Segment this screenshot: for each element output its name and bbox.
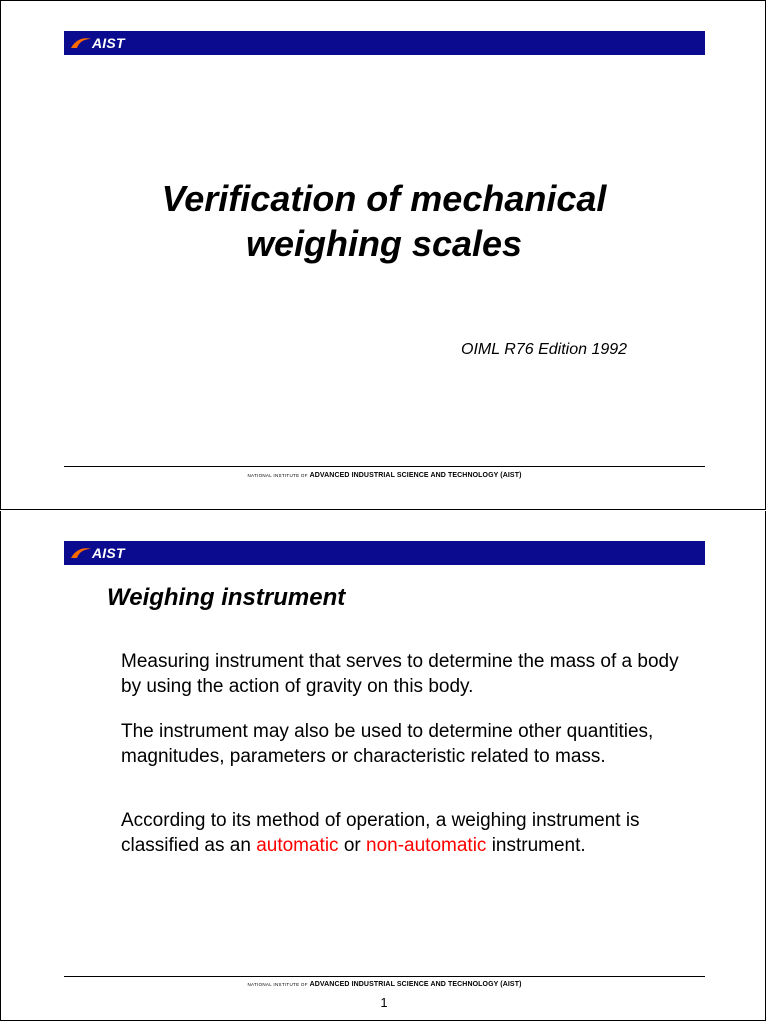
footer-main: ADVANCED INDUSTRIAL SCIENCE AND TECHNOLOGY (AIST) bbox=[309, 981, 522, 988]
slide-1 bbox=[0, 0, 766, 510]
swoosh-icon bbox=[70, 36, 92, 50]
page-number: 1 bbox=[380, 995, 388, 1010]
classification-text-start: According to its method of operation, a weighing instrument is classified as an bbox=[121, 810, 640, 856]
footer-text bbox=[64, 472, 705, 479]
footer-rule bbox=[64, 976, 705, 977]
term-non-automatic: non-automatic bbox=[366, 835, 487, 856]
classification-text-or: or bbox=[338, 835, 367, 856]
footer-prefix: NATIONAL INSTITUTE OF bbox=[247, 473, 308, 478]
footer-rule bbox=[64, 466, 705, 467]
aist-logo bbox=[70, 33, 125, 53]
footer-text bbox=[64, 981, 705, 988]
title-line-2: weighing scales bbox=[245, 223, 523, 264]
slide-2 bbox=[0, 511, 766, 1021]
title-line-1: Verification of mechanical bbox=[161, 178, 607, 219]
swoosh-icon bbox=[70, 546, 92, 560]
header-bar bbox=[64, 541, 705, 565]
footer-prefix: NATIONAL INSTITUTE OF bbox=[247, 982, 308, 987]
logo-text: AIST bbox=[92, 545, 125, 561]
classification-text-end: instrument. bbox=[486, 835, 586, 856]
paragraph-definition: Measuring instrument that serves to determine the mass of a body by using the action of gravity on this body. bbox=[121, 651, 679, 697]
term-automatic: automatic bbox=[256, 835, 339, 856]
slide-title bbox=[1, 176, 767, 266]
footer-main: ADVANCED INDUSTRIAL SCIENCE AND TECHNOLOGY (AIST) bbox=[309, 472, 522, 479]
header-bar bbox=[64, 31, 705, 55]
aist-logo bbox=[70, 543, 125, 563]
paragraph-other-quantities: The instrument may also be used to determine other quantities, magnitudes, parameters or characteristic related to mass. bbox=[121, 721, 654, 767]
paragraph-classification bbox=[121, 808, 701, 858]
subtitle: OIML R76 Edition 1992 bbox=[461, 341, 628, 358]
logo-text: AIST bbox=[92, 35, 125, 51]
slide-heading: Weighing instrument bbox=[107, 584, 346, 611]
